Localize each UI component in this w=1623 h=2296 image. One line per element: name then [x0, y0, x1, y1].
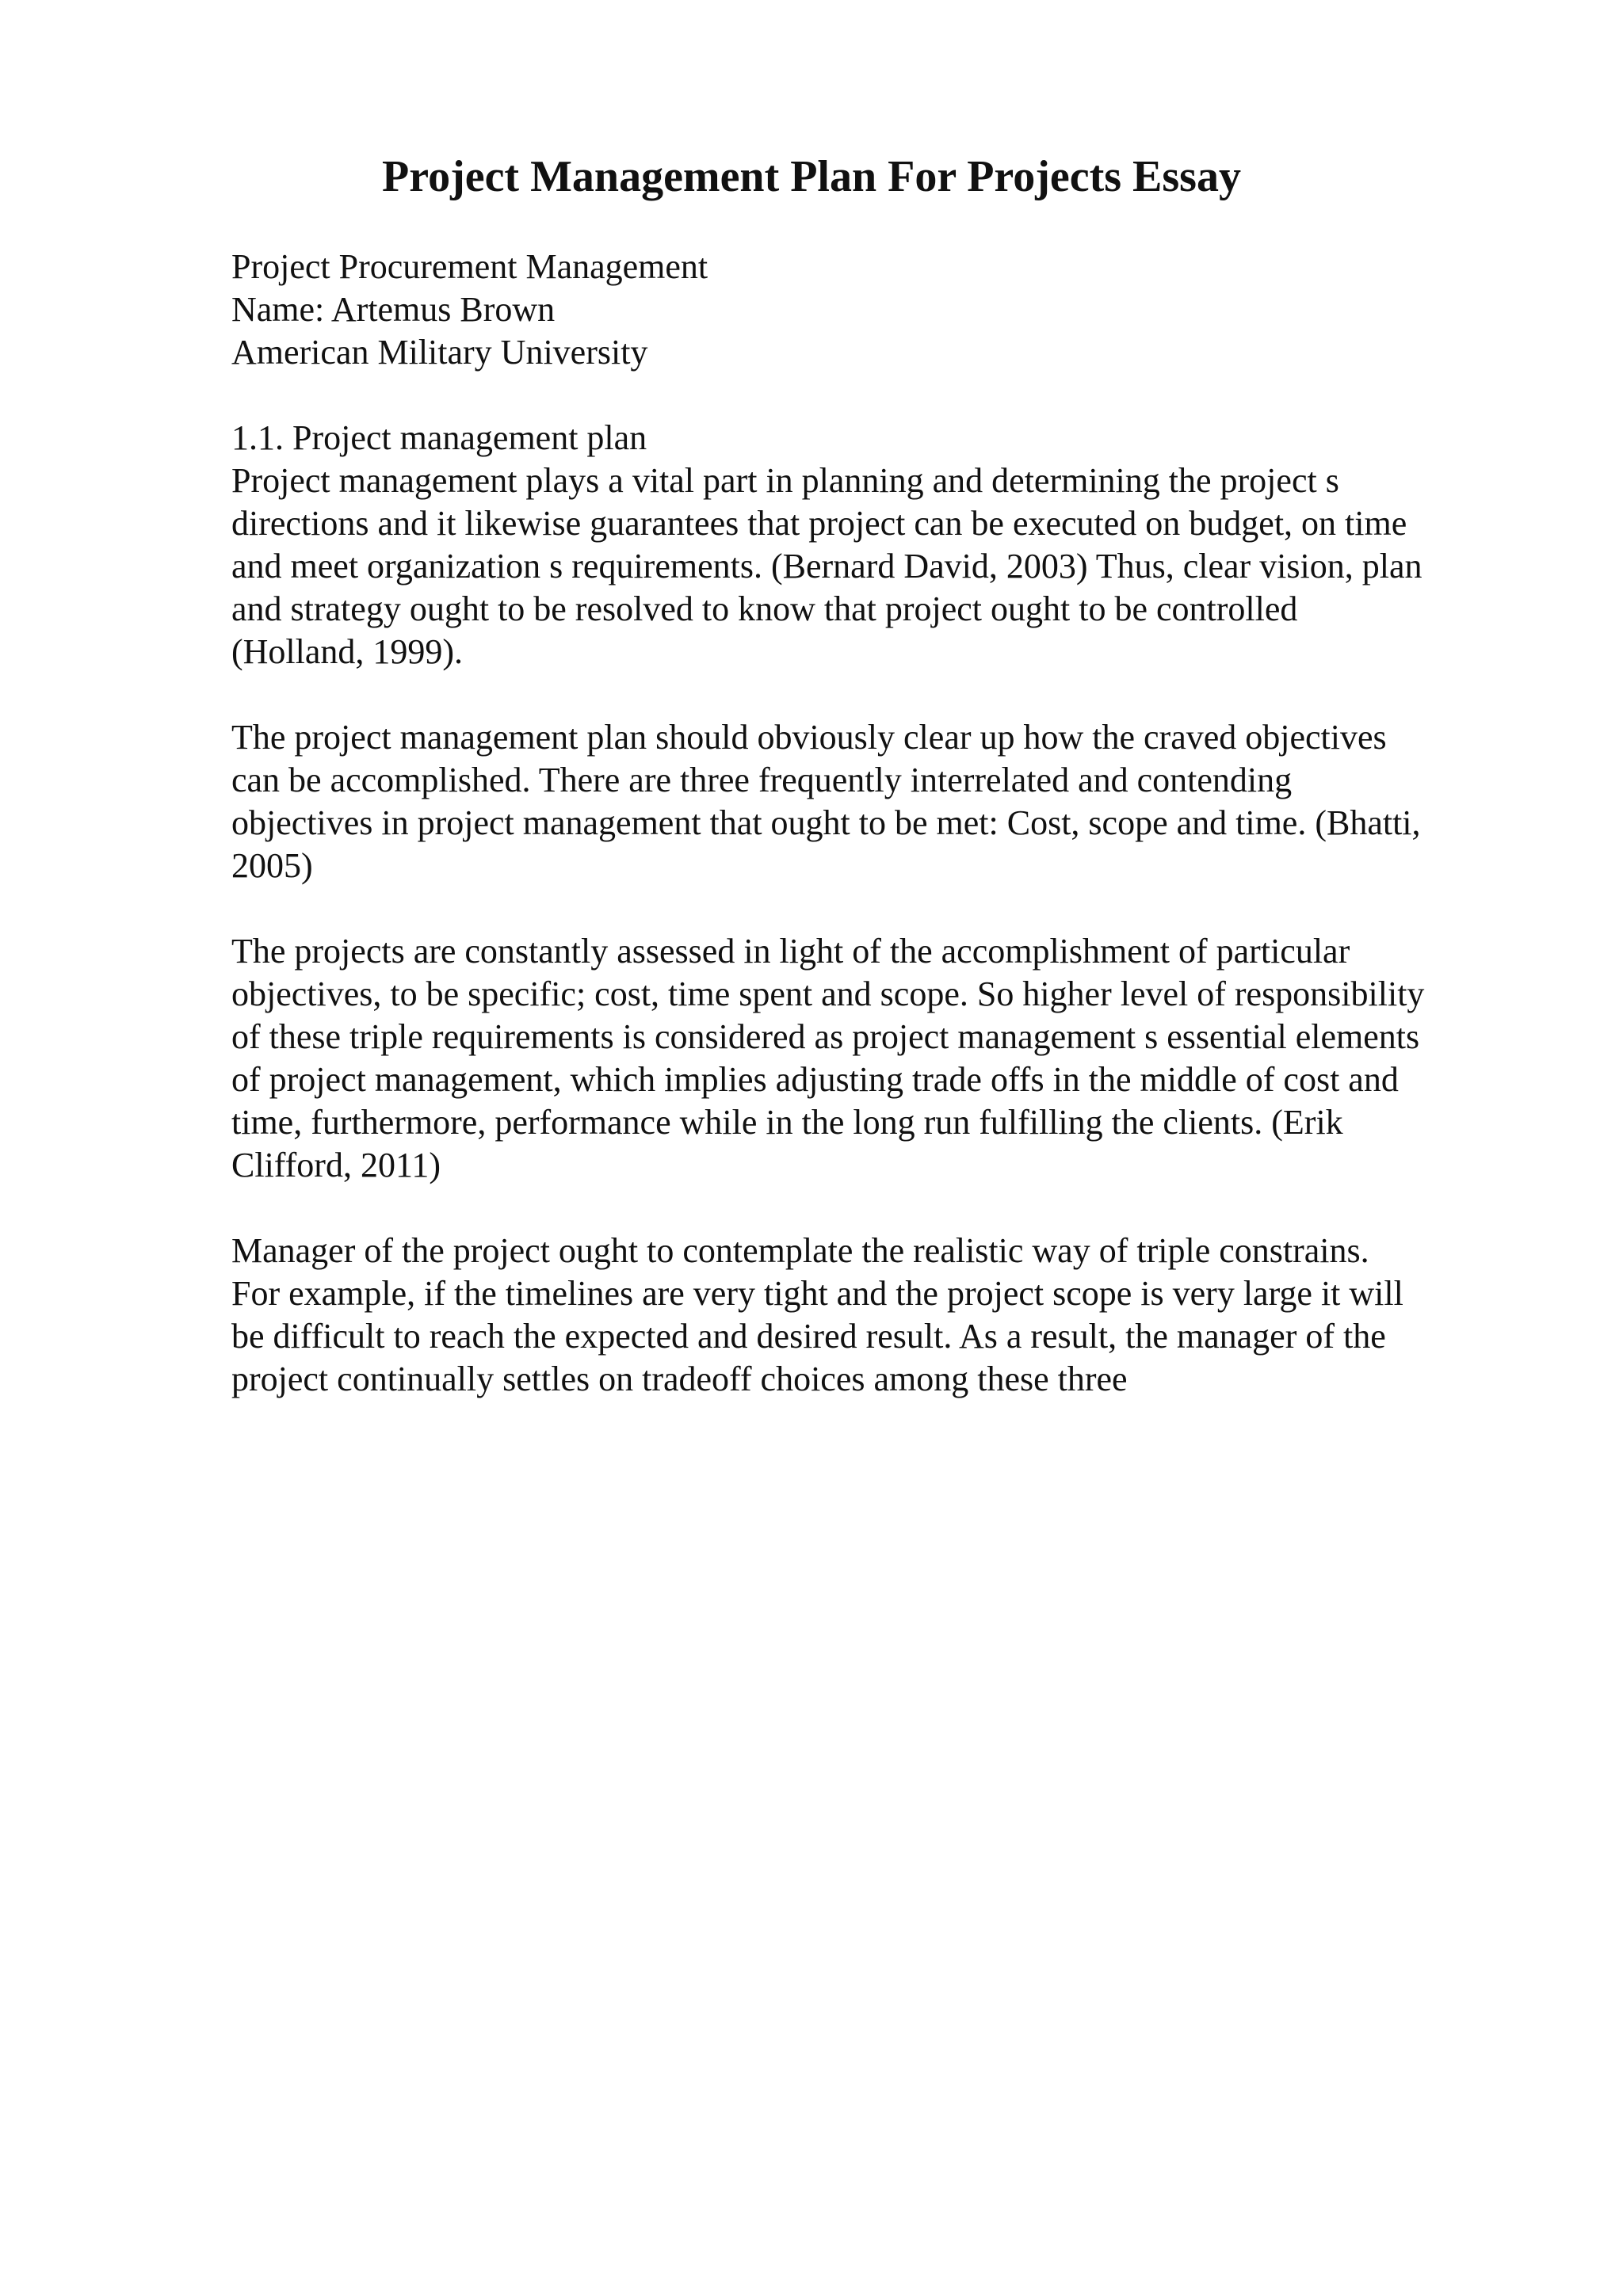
paragraph-line: time, furthermore, performance while in the long run fulfilling the clients. (Erik: [231, 1103, 1343, 1142]
document-body: [231, 246, 1594, 1401]
header-line-name: Name: Artemus Brown: [231, 290, 556, 329]
paragraph-line: can be accomplished. There are three frequently interrelated and contending: [231, 761, 1293, 799]
document-title: Project Management Plan For Projects Essay: [382, 152, 1241, 201]
paragraph-2: [231, 716, 1594, 887]
paragraph-spacer: [231, 1187, 1594, 1230]
paragraph-line: and strategy ought to be resolved to know that project ought to be controlled: [231, 589, 1298, 628]
paragraph-line: objectives in project management that ought to be met: Cost, scope and time. (Bhatti,: [231, 803, 1421, 842]
header-line-university: American Military University: [231, 333, 648, 372]
paragraph-4: [231, 1230, 1594, 1401]
paragraph-line: directions and it likewise guarantees that project can be executed on budget, on time: [231, 504, 1407, 543]
paragraph-line: Project management plays a vital part in planning and determining the project s: [231, 461, 1339, 500]
paragraph-line: of these triple requirements is considered as project management s essential elements: [231, 1017, 1420, 1056]
paragraph-line: objectives, to be specific; cost, time spent and scope. So higher level of responsibility: [231, 974, 1425, 1013]
paragraph-line: The project management plan should obviously clear up how the craved objectives: [231, 718, 1387, 757]
paragraph-spacer: [231, 887, 1594, 930]
paragraph-line: For example, if the timelines are very tight and the project scope is very large it will: [231, 1274, 1403, 1313]
paragraph-spacer: [231, 673, 1594, 716]
paragraph-line: Manager of the project ought to contemplate the realistic way of triple constrains.: [231, 1231, 1369, 1270]
paragraph-3: [231, 930, 1594, 1187]
paragraph-line: Clifford, 2011): [231, 1146, 441, 1184]
paragraph-line: The projects are constantly assessed in light of the accomplishment of particular: [231, 932, 1350, 971]
paragraph-line: project continually settles on tradeoff choices among these three: [231, 1360, 1128, 1398]
paragraph-line: 2005): [231, 846, 313, 885]
paragraph-line: of project management, which implies adjusting trade offs in the middle of cost and: [231, 1060, 1399, 1099]
paragraph-line: (Holland, 1999).: [231, 632, 464, 671]
header-line-course: Project Procurement Management: [231, 247, 708, 286]
paragraph-line: be difficult to reach the expected and desired result. As a result, the manager of the: [231, 1317, 1386, 1356]
section-heading: 1.1. Project management plan: [231, 418, 647, 457]
paragraph-1: [231, 460, 1594, 673]
paragraph-line: and meet organization s requirements. (Bernard David, 2003) Thus, clear vision, plan: [231, 547, 1423, 585]
paragraph-spacer: [231, 374, 1594, 417]
